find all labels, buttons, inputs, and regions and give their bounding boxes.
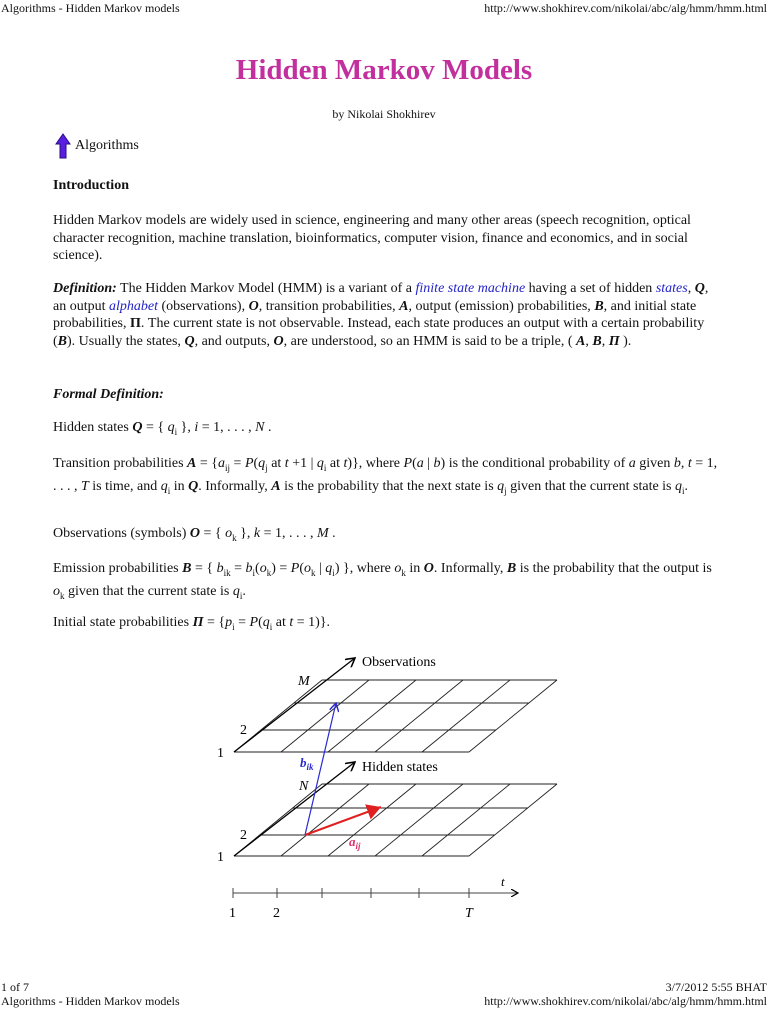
text-segment: A xyxy=(187,456,197,471)
text-segment: b xyxy=(433,456,441,471)
text-segment: Definition: xyxy=(53,281,117,296)
text-segment: o xyxy=(225,526,233,541)
text-segment: k xyxy=(60,590,65,601)
grid-column-line xyxy=(281,680,369,752)
text-segment: O xyxy=(248,298,259,314)
text-segment: = xyxy=(234,615,250,630)
text-segment: A xyxy=(271,478,281,494)
text-segment: , are understood, so an HMM is said to be a triple, ( xyxy=(283,334,577,350)
text-segment: ) is the conditional probability of xyxy=(440,456,629,471)
page-title: Hidden Markov Models xyxy=(235,54,533,86)
observations-label: Observations xyxy=(362,655,436,670)
transition-arrow xyxy=(305,807,381,835)
text-segment: Transition probabilities xyxy=(53,456,188,471)
text-segment: i xyxy=(269,621,273,632)
text-segment: ) }, where xyxy=(334,561,395,576)
byline: by Nikolai Shokhirev xyxy=(332,107,436,121)
text-segment: ( xyxy=(299,561,304,576)
text-segment: given that the current state is xyxy=(64,583,233,599)
text-segment: q xyxy=(262,615,270,630)
text-segment: having a set of hidden xyxy=(525,281,656,296)
text-segment: at xyxy=(267,456,285,471)
text-segment: , output (emission) probabilities, xyxy=(408,298,595,314)
text-segment: , xyxy=(680,456,688,471)
footer-url: http://www.shokhirev.com/nikolai/abc/alg/hmm/hmm.html xyxy=(484,994,767,1008)
observations-axis xyxy=(234,658,355,752)
text-segment: Q xyxy=(184,334,195,350)
text-segment: i xyxy=(252,567,256,578)
text-segment: is the probability that the output is xyxy=(516,561,712,576)
hidden-states-grid xyxy=(234,784,557,856)
text-segment: , and outputs, xyxy=(194,334,274,350)
text-segment: P xyxy=(403,456,413,471)
text-segment: | xyxy=(423,456,434,471)
text-segment: k xyxy=(310,567,316,578)
glossary-link[interactable]: finite state machine xyxy=(415,281,526,296)
hidden-label-1: 1 xyxy=(217,850,224,865)
text-segment: is time, and xyxy=(88,478,161,494)
text-segment: B xyxy=(182,561,192,576)
observations-grid xyxy=(234,680,557,752)
text-segment: b xyxy=(673,456,681,471)
grid-column-line xyxy=(422,784,510,856)
text-segment: k xyxy=(232,532,237,543)
text-segment: = { xyxy=(196,456,219,471)
text-segment: O xyxy=(423,561,434,576)
text-segment: i xyxy=(332,567,335,578)
text-segment: at xyxy=(272,615,290,630)
text-segment: Q xyxy=(188,478,199,494)
grid-column-line xyxy=(328,680,416,752)
text-segment: i xyxy=(167,485,171,496)
text-segment: o xyxy=(53,583,60,599)
text-segment: P xyxy=(290,561,300,576)
text-segment: B xyxy=(506,561,517,576)
text-segment: (observations), xyxy=(158,298,249,314)
text-segment: Emission probabilities xyxy=(53,561,183,576)
text-segment: Observations (symbols) xyxy=(53,526,190,541)
text-segment: o xyxy=(303,561,311,576)
text-segment: Hidden Markov models are widely used in science, engineering and many other areas (speech recognition, optical character recognition, machine translation, bioinformatics, computer vision, finance and economics, and in social science). xyxy=(53,213,691,264)
text-segment: Π xyxy=(130,316,141,332)
grid-column-line xyxy=(328,784,416,856)
text-segment: a xyxy=(416,456,424,471)
text-segment: = xyxy=(230,561,246,576)
header-url: http://www.shokhirev.com/nikolai/abc/alg/hmm/hmm.html xyxy=(484,1,767,15)
text-segment: . xyxy=(328,526,336,541)
text-segment: Formal Definition: xyxy=(53,387,164,402)
text-segment: . Informally, xyxy=(198,478,272,494)
text-segment: ( xyxy=(255,561,260,576)
text-segment: o xyxy=(394,561,402,576)
text-segment: ). xyxy=(619,334,632,350)
hidden-label-n: N xyxy=(299,779,309,794)
text-segment: q xyxy=(316,456,324,471)
footer-title: Algorithms - Hidden Markov models xyxy=(1,994,180,1008)
text-segment: ij xyxy=(225,462,231,473)
text-segment: t xyxy=(289,615,294,630)
text-segment: t xyxy=(343,456,348,471)
text-segment: = { xyxy=(200,526,226,541)
grid-column-line xyxy=(469,784,557,856)
text-segment: j xyxy=(265,462,268,473)
text-segment: M xyxy=(317,526,329,541)
text-segment: = 1, . . . , xyxy=(198,420,256,435)
text-segment: . Informally, xyxy=(433,561,507,576)
obs-label-m: M xyxy=(298,674,310,689)
text-segment: Q xyxy=(132,420,143,435)
text-segment: O xyxy=(189,526,201,541)
text-segment: ( xyxy=(253,456,259,471)
text-segment: Hidden states xyxy=(53,420,133,435)
text-segment: B xyxy=(592,334,602,350)
text-segment: k xyxy=(266,567,272,578)
grid-column-line xyxy=(469,680,557,752)
text-segment: , xyxy=(687,281,695,296)
text-segment: }, xyxy=(177,420,195,435)
text-segment: The Hidden Markov Model (HMM) is a variant of a xyxy=(116,281,416,296)
text-segment: q xyxy=(167,420,175,435)
text-segment: +1 | xyxy=(288,456,317,471)
text-segment: k xyxy=(253,526,261,541)
footer-datetime: 3/7/2012 5:55 BHAT xyxy=(665,980,767,994)
text-segment: , xyxy=(601,334,609,350)
text-segment: j xyxy=(504,485,507,496)
text-segment: is the probability that the next state is xyxy=(280,478,498,494)
header-title: Algorithms - Hidden Markov models xyxy=(1,1,180,15)
emission-label: $b_{ik}$ xyxy=(300,755,314,772)
text-segment: q xyxy=(497,478,505,494)
text-segment: given xyxy=(635,456,674,471)
text-segment: b xyxy=(216,561,224,576)
text-segment: o xyxy=(259,561,267,576)
text-segment: }, xyxy=(236,526,254,541)
hidden-label-2: 2 xyxy=(240,828,247,843)
text-segment: O xyxy=(273,334,284,350)
text-segment: a xyxy=(628,456,636,471)
hidden-states-axis xyxy=(234,762,355,856)
text-segment: k xyxy=(401,567,406,578)
text-segment: = 1, . . . , xyxy=(53,456,718,494)
text-segment: = 1)}. xyxy=(293,615,331,630)
time-label: t xyxy=(501,874,505,889)
text-segment: ) = xyxy=(271,561,291,576)
hidden-states-label: Hidden states xyxy=(362,760,438,775)
text-segment: at xyxy=(326,456,344,471)
text-segment: B xyxy=(594,298,604,314)
text-segment: in xyxy=(170,478,189,494)
text-segment: q xyxy=(675,478,683,494)
text-segment: p xyxy=(225,615,233,630)
tick-label-t: T xyxy=(465,906,473,921)
grid-column-line xyxy=(375,680,463,752)
text-segment: = { xyxy=(191,561,217,576)
text-segment: = { xyxy=(142,420,168,435)
text-segment: N xyxy=(255,420,265,435)
text-segment: = 1, . . . , xyxy=(260,526,317,541)
glossary-link[interactable]: states xyxy=(655,281,688,296)
text-segment: = xyxy=(230,456,245,471)
text-segment: T xyxy=(81,478,89,494)
text-segment: ( xyxy=(258,615,263,630)
text-segment: P xyxy=(244,456,254,471)
text-segment: A xyxy=(576,334,586,350)
introduction-heading: Introduction xyxy=(53,178,129,193)
algorithms-link-label: Algorithms xyxy=(75,138,139,153)
text-segment: Π xyxy=(192,615,204,630)
text-segment: q xyxy=(325,561,333,576)
text-segment: . The current state is not observable. Instead, each state produces an output with a certain probability ( xyxy=(53,316,705,350)
text-segment: , an output xyxy=(53,281,709,314)
text-segment: i xyxy=(239,590,243,601)
text-segment: P xyxy=(249,615,259,630)
text-segment: Π xyxy=(608,334,620,350)
text-segment: | xyxy=(315,561,326,576)
transition-label: $a_{ij}$ xyxy=(349,834,361,851)
text-segment: given that the current state is xyxy=(506,478,676,494)
text-segment: . xyxy=(242,583,246,599)
text-segment: a xyxy=(218,456,226,471)
text-segment: ). Usually the states, xyxy=(67,334,185,350)
text-segment: i xyxy=(232,621,235,632)
glossary-link[interactable]: alphabet xyxy=(109,298,158,314)
text-segment: = { xyxy=(203,615,226,630)
grid-column-line xyxy=(375,784,463,856)
text-segment: , xyxy=(585,334,593,350)
obs-label-1: 1 xyxy=(217,746,224,761)
text-segment: ( xyxy=(412,456,417,471)
text-segment: t xyxy=(687,456,692,471)
text-segment: q xyxy=(258,456,266,471)
tick-label-1: 1 xyxy=(229,906,236,921)
text-segment: Initial state probabilities xyxy=(53,615,193,630)
text-segment: q xyxy=(160,478,168,494)
text-segment: )}, where xyxy=(347,456,404,471)
text-segment: , and initial state probabilities, xyxy=(53,298,697,332)
text-segment: , transition probabilities, xyxy=(258,298,400,314)
text-segment: i xyxy=(174,426,178,437)
text-segment: t xyxy=(284,456,289,471)
text-segment: Q xyxy=(694,281,705,296)
tick-label-2: 2 xyxy=(273,906,280,921)
text-segment: i xyxy=(323,462,327,473)
text-segment: b xyxy=(245,561,253,576)
footer-page-number: 1 of 7 xyxy=(1,980,29,994)
grid-column-line xyxy=(422,680,510,752)
text-segment: q xyxy=(232,583,240,599)
text-segment: B xyxy=(57,334,68,350)
text-segment: A xyxy=(399,298,409,314)
text-segment: i xyxy=(194,420,199,435)
text-segment: i xyxy=(682,485,685,496)
obs-label-2: 2 xyxy=(240,723,247,738)
text-segment: . xyxy=(264,420,272,435)
text-segment: . xyxy=(684,478,689,494)
text-segment: ik xyxy=(223,567,231,578)
text-segment: in xyxy=(405,561,424,576)
